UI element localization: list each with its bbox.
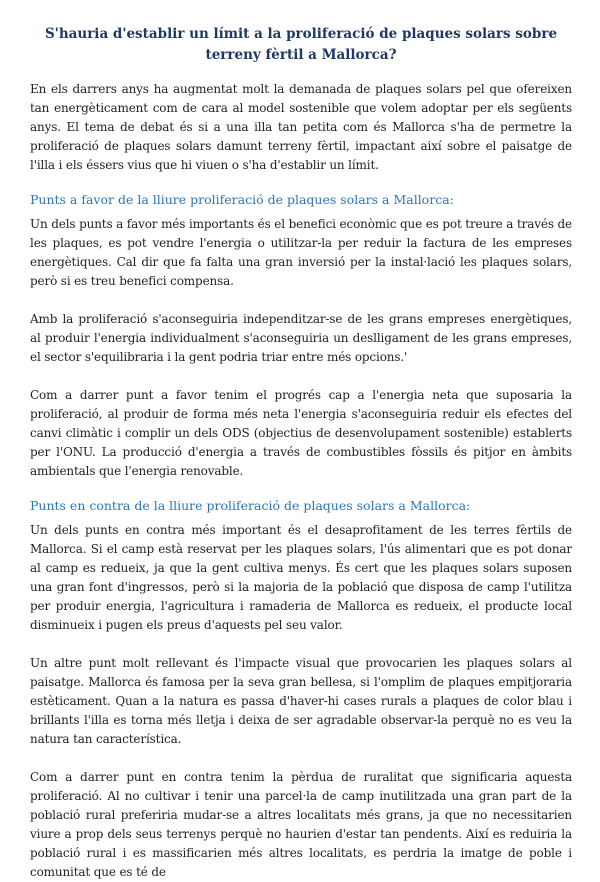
section-heading-contra: Punts en contra de la lliure proliferació de plaques solars a Mallorca: — [30, 498, 471, 513]
paragraph-spacer — [30, 749, 572, 768]
document-page — [30, 24, 572, 882]
paragraph-spacer — [30, 291, 572, 310]
intro-paragraph: En els darrers anys ha augmentat molt la demanada de plaques solars pel que ofereixen tan energèticament com de cara al model sostenible que volem adoptar per els següents anys. El tema de debat és si a una illa tan petita com és Mallorca s'ha de permetre la proliferació de plaques solars damunt terreny fèrtil, impactant així sobre el paisatge de l'illa i els éssers vius que hi viuen o s'ha d'establir un límit. — [30, 82, 572, 172]
paragraph-spacer — [30, 367, 572, 386]
section-heading-favor: Punts a favor de la lliure proliferació de plaques solars a Mallorca: — [30, 192, 454, 207]
paragraph-spacer — [30, 635, 572, 654]
contra-paragraph-2: Un altre punt molt rellevant és l'impacte visual que provocarien les plaques solars al paisatge. Mallorca és famosa per la seva gran bellesa, si l'omplim de plaques empitjoraria estèticament. Quan a la natura es passa d'haver-hi cases rurals a plaques de color blau i brillants l'illa es torna més lletja i deixa de ser agradable observar-la perquè no es veu la natura tan característica. — [30, 656, 572, 746]
contra-paragraph-1: Un dels punts en contra més important és el desaprofitament de les terres fèrtils de Mallorca. Si el camp està reservat per les plaques solars, l'ús alimentari que es pot donar al camp es redueix, ja que la gent cultiva menys. És cert que les plaques solars suposen una gran font d'ingressos, però si la majoria de la població que disposa de camp l'utilitza per produir energia, l'agricultura i ramaderia de Mallorca es redueix, el producte local disminueix i pugen els preus d'aquests pel seu valor. — [30, 523, 572, 632]
document-title: S'hauria d'establir un límit a la proliferació de plaques solars sobre terreny fèrtil a Mallorca? — [44, 26, 558, 63]
favor-paragraph-1: Un dels punts a favor més importants és el benefici econòmic que es pot treure a través de les plaques, es pot vendre l'energia o utilitzar-la per reduir la factura de les empreses energètiques. Cal dir que fa falta una gran inversió per la instal·lació les plaques solars, però si es treu benefici compensa. — [30, 217, 572, 288]
contra-paragraph-3: Com a darrer punt en contra tenim la pèrdua de ruralitat que significaria aquesta proliferació. Al no cultivar i tenir una parcel·la de camp inutilitzada una gran part de la població rural preferiria mudar-se a altres localitats més grans, ja que no necessitarien viure a prop dels seus terrenys perquè no haurien d'estar tan pendents. Així es reduiria la població rural i es massificarien més altres localitats, es perdria la imatge de poble i comunitat que es té de — [30, 770, 572, 879]
favor-paragraph-3: Com a darrer punt a favor tenim el progrés cap a l'energia neta que suposaria la proliferació, al produir de forma més neta l'energia s'aconseguiria reduir els efectes del canvi climàtic i complir un dels ODS (objectius de desenvolupament sostenible) establerts per l'ONU. La producció d'energia a través de combustibles fòssils és pitjor en àmbits ambientals que l'energia renovable. — [30, 388, 572, 478]
favor-paragraph-2: Amb la proliferació s'aconseguiria independitzar-se de les grans empreses energètiques, al produir l'energia individualment s'aconseguiria un deslligament de les grans empreses, el sector s'equilibraria i la gent podria triar entre més opcions.' — [30, 312, 572, 364]
